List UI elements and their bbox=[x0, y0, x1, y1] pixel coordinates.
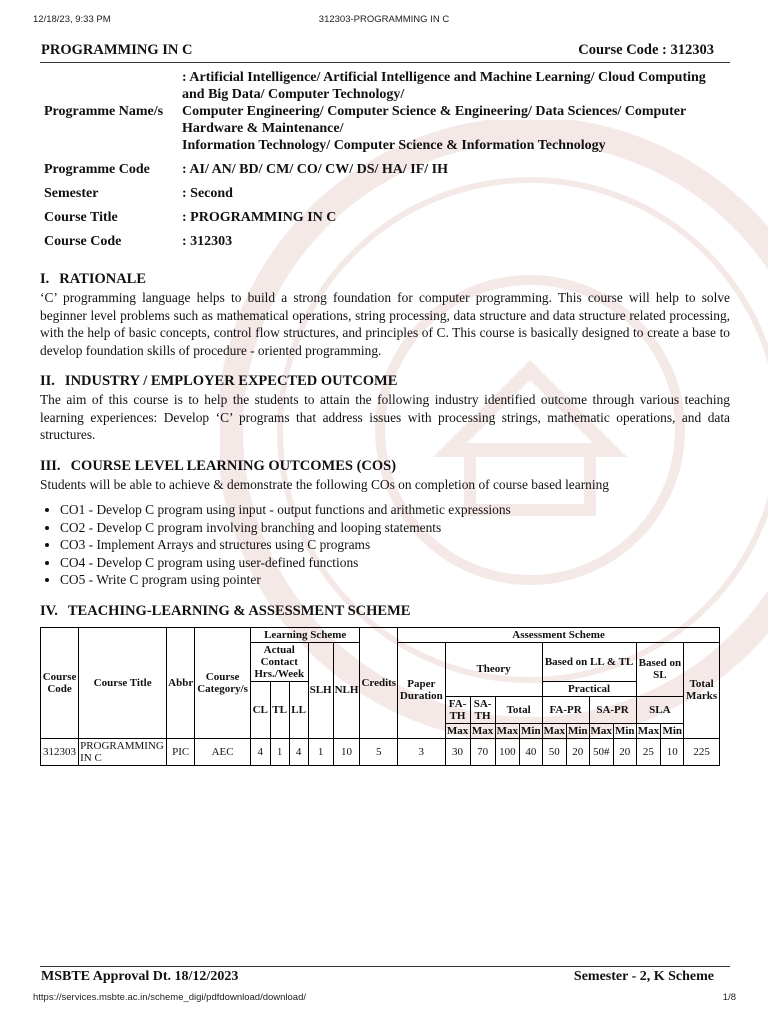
th-max: Max bbox=[496, 724, 519, 737]
th-actual-contact: Actual Contact Hrs./Week bbox=[250, 642, 308, 681]
info-value: : 312303 bbox=[182, 234, 233, 249]
list-item: • CO4 - Develop C program using user-defined functions bbox=[60, 554, 730, 572]
th-total: Total bbox=[495, 696, 542, 723]
th-min: Min bbox=[521, 724, 541, 737]
list-item: • CO1 - Develop C program using input - output functions and arithmetic expressions bbox=[60, 501, 730, 519]
th-course-title: Course Title bbox=[79, 627, 167, 738]
table-cell: 3 bbox=[398, 738, 445, 765]
table-cell: PROGRAMMING IN C bbox=[79, 738, 167, 765]
table-cell: 5 bbox=[360, 738, 398, 765]
th-sla: SLA bbox=[636, 696, 684, 723]
info-key: Programme Name/s bbox=[44, 104, 164, 119]
section-number: I. bbox=[40, 271, 50, 287]
table-cell: 1 bbox=[270, 738, 289, 765]
semester-scheme: Semester - 2, K Scheme bbox=[573, 969, 714, 984]
table-cell: 70 bbox=[470, 738, 495, 765]
info-value: : PROGRAMMING IN C bbox=[182, 210, 337, 225]
th-max: Max bbox=[446, 724, 469, 737]
th-fa-th: FA-TH bbox=[445, 696, 470, 723]
th-total-marks: Total Marks bbox=[684, 642, 720, 738]
th-abbr: Abbr bbox=[167, 627, 195, 738]
table-cell: 20 bbox=[566, 738, 589, 765]
approval-date: MSBTE Approval Dt. 18/12/2023 bbox=[41, 969, 239, 984]
list-item: • CO3 - Implement Arrays and structures using C programs bbox=[60, 536, 730, 554]
section-number: II. bbox=[40, 373, 55, 389]
info-value-line: Information Technology/ Computer Science & Information Technology bbox=[182, 138, 606, 153]
th-paper-duration: Paper Duration bbox=[398, 642, 445, 738]
th-cl: CL bbox=[250, 681, 270, 738]
info-value: : Second bbox=[182, 186, 233, 201]
info-key: Course Title bbox=[44, 210, 118, 225]
th-sa-pr: SA-PR bbox=[589, 696, 636, 723]
table-cell: 100 bbox=[495, 738, 519, 765]
print-url: https://services.msbte.ac.in/scheme_digi/pdfdownload/download/ bbox=[33, 992, 307, 1003]
info-row bbox=[40, 161, 730, 185]
section-heading-scheme bbox=[40, 603, 730, 620]
info-row bbox=[40, 69, 730, 161]
th-based-on-ll-tl: Based on LL & TL bbox=[542, 642, 636, 681]
th-assessment-scheme: Assessment Scheme bbox=[398, 627, 720, 642]
section-number: III. bbox=[40, 457, 61, 474]
course-outcomes-list bbox=[40, 501, 730, 589]
section-heading-course-outcomes bbox=[40, 458, 730, 475]
th-min: Min bbox=[662, 724, 683, 737]
table-cell: 30 bbox=[445, 738, 470, 765]
section-title: TEACHING-LEARNING & ASSESSMENT SCHEME bbox=[67, 602, 411, 619]
table-row bbox=[41, 738, 720, 765]
th-fa-pr: FA-PR bbox=[542, 696, 589, 723]
list-item: • CO2 - Develop C program involving branching and looping statements bbox=[60, 519, 730, 537]
th-tl: TL bbox=[270, 681, 289, 738]
industry-outcome-text: The aim of this course is to help the students to attain the following industry identified outcome through various teaching learning experiences: Develop ‘C’ programs that address issues with processing strings, mathematic operations, and data structures. bbox=[40, 392, 730, 442]
table-cell: 10 bbox=[661, 738, 684, 765]
section-number: IV. bbox=[40, 602, 58, 619]
th-sa-th: SA-TH bbox=[470, 696, 495, 723]
table-cell: 225 bbox=[684, 738, 720, 765]
list-item: • CO5 - Write C program using pointer bbox=[60, 571, 730, 589]
table-cell: 1 bbox=[308, 738, 333, 765]
section-heading-rationale bbox=[40, 271, 730, 288]
section-title: COURSE LEVEL LEARNING OUTCOMES (COS) bbox=[70, 457, 397, 474]
th-practical: Practical bbox=[542, 681, 636, 696]
th-credits: Credits bbox=[360, 627, 398, 738]
table-cell: 10 bbox=[333, 738, 360, 765]
table-cell: 25 bbox=[636, 738, 661, 765]
print-timestamp: 12/18/23, 9:33 PM bbox=[33, 14, 111, 25]
course-info-table bbox=[40, 69, 730, 257]
table-cell: PIC bbox=[167, 738, 195, 765]
print-footer bbox=[0, 992, 768, 1008]
course-header bbox=[40, 40, 730, 63]
th-based-on-sl: Based on SL bbox=[636, 642, 684, 696]
table-cell: AEC bbox=[195, 738, 251, 765]
table-cell: 312303 bbox=[41, 738, 79, 765]
th-max: Max bbox=[471, 724, 494, 737]
table-cell: 4 bbox=[289, 738, 308, 765]
info-key: Programme Code bbox=[44, 162, 150, 177]
info-row bbox=[40, 233, 730, 257]
section-title: RATIONALE bbox=[59, 271, 147, 287]
th-theory: Theory bbox=[445, 642, 542, 696]
print-page-number: 1/8 bbox=[722, 992, 736, 1003]
info-value-line: : Artificial Intelligence/ Artificial Intelligence and Machine Learning/ Cloud Computing and Big Data/ Computer Technology/ bbox=[182, 70, 706, 102]
info-row bbox=[40, 185, 730, 209]
info-value bbox=[182, 69, 730, 161]
section-heading-industry-outcome bbox=[40, 373, 730, 390]
info-row bbox=[40, 209, 730, 233]
th-min: Min bbox=[567, 724, 588, 737]
table-cell: 40 bbox=[520, 738, 543, 765]
rationale-text: ‘C’ programming language helps to build a strong foundation for computer programming. This course will help to solve beginner level problems such as mathematical operations, string processing, data structure and data structure related processing, with the help of basic concepts, control flow structures, and principles of C. This course is basically designed to create a base to develop foundation skills of procedure - oriented programming. bbox=[40, 290, 730, 358]
page-footer bbox=[40, 966, 730, 989]
table-cell: 20 bbox=[613, 738, 636, 765]
course-name: PROGRAMMING IN C bbox=[41, 42, 193, 58]
th-min: Min bbox=[614, 724, 635, 737]
th-ll: LL bbox=[289, 681, 308, 738]
teaching-assessment-scheme-table bbox=[40, 627, 720, 766]
info-key: Semester bbox=[44, 186, 99, 201]
th-max: Max bbox=[590, 724, 612, 737]
info-key: Course Code bbox=[44, 234, 122, 249]
th-max: Max bbox=[637, 724, 660, 737]
section-title: INDUSTRY / EMPLOYER EXPECTED OUTCOME bbox=[64, 373, 398, 389]
th-course-code: Course Code bbox=[41, 627, 79, 738]
print-doc-title: 312303-PROGRAMMING IN C bbox=[318, 14, 450, 25]
th-max: Max bbox=[543, 724, 565, 737]
document-page bbox=[40, 40, 730, 766]
th-nlh: NLH bbox=[333, 642, 360, 738]
course-outcomes-intro: Students will be able to achieve & demonstrate the following COs on completion of course based learning bbox=[40, 476, 609, 492]
info-value: : AI/ AN/ BD/ CM/ CO/ CW/ DS/ HA/ IF/ IH bbox=[182, 162, 449, 177]
table-cell: 50 bbox=[542, 738, 566, 765]
th-category: Course Category/s bbox=[195, 627, 251, 738]
print-header bbox=[0, 14, 768, 30]
info-value-line: Computer Engineering/ Computer Science & Engineering/ Data Sciences/ Computer Hardware & Maintenance/ bbox=[182, 104, 686, 136]
th-slh: SLH bbox=[308, 642, 333, 738]
th-learning-scheme: Learning Scheme bbox=[250, 627, 360, 642]
table-cell: 4 bbox=[250, 738, 270, 765]
course-code-label: Course Code : 312303 bbox=[578, 42, 714, 58]
table-cell: 50# bbox=[589, 738, 613, 765]
